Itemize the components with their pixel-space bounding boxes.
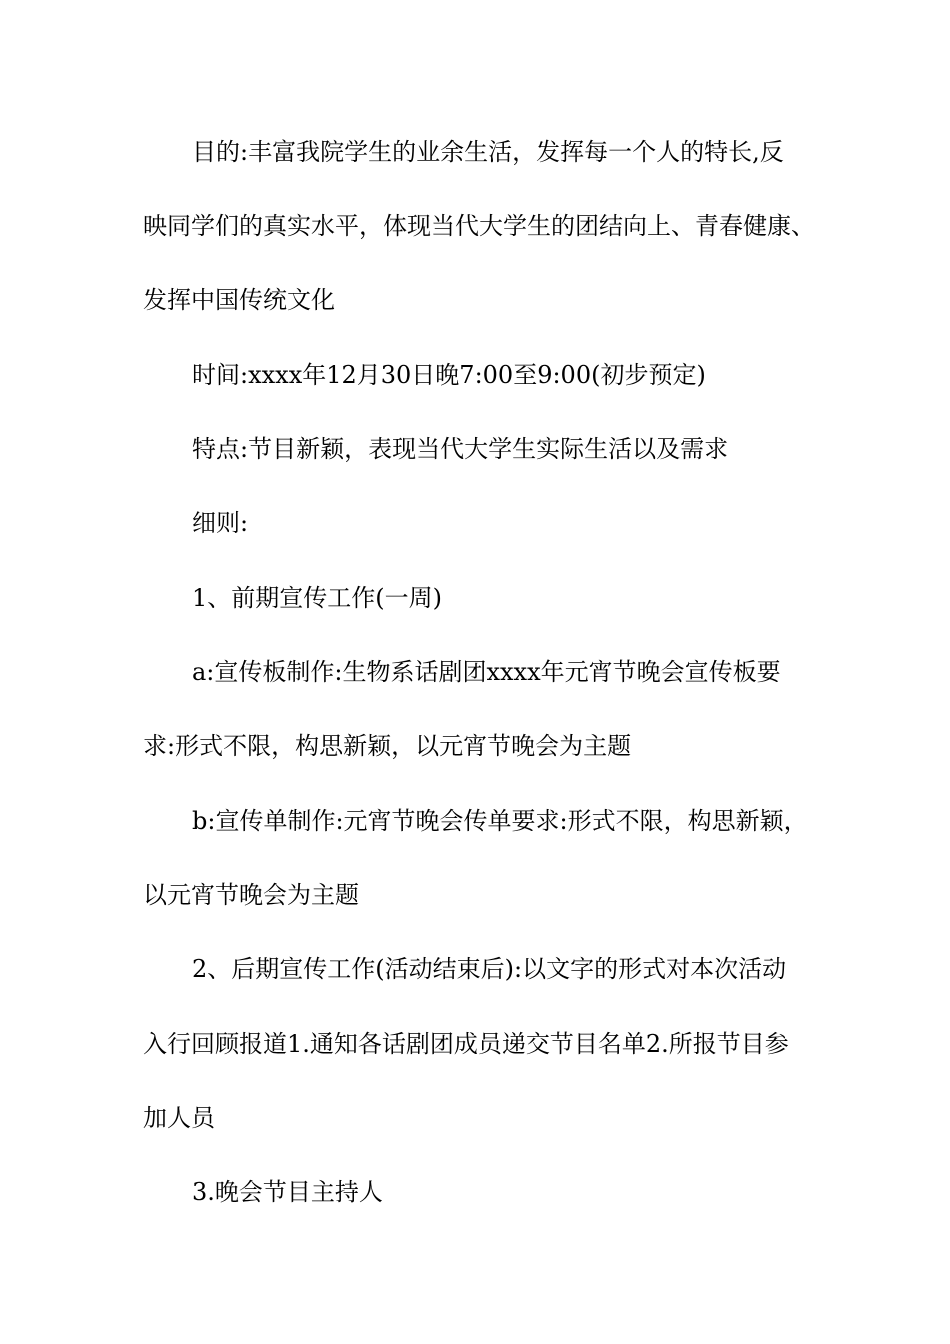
paragraph-item-a-line-2: 求:形式不限，构思新颖，以元宵节晚会为主题 — [143, 732, 632, 760]
paragraph-purpose-line-2: 映同学们的真实水平，体现当代大学生的团结向上、青春健康、 — [143, 212, 815, 240]
paragraph-item-2-line-2: 入行回顾报道1.通知各话剧团成员递交节目名单2.所报节目参 — [143, 1030, 789, 1058]
paragraph-item-b-line-1: b:宣传单制作:元宵节晚会传单要求:形式不限，构思新颖， — [192, 807, 808, 835]
paragraph-purpose-line-3: 发挥中国传统文化 — [143, 286, 335, 314]
paragraph-item-3: 3.晚会节目主持人 — [192, 1178, 383, 1206]
paragraph-details-heading: 细则: — [192, 509, 249, 537]
paragraph-item-1: 1、前期宣传工作(一周) — [192, 584, 442, 612]
paragraph-item-a-line-1: a:宣传板制作:生物系话剧团xxxx年元宵节晚会宣传板要 — [192, 658, 781, 686]
paragraph-item-2-line-3: 加人员 — [143, 1104, 215, 1132]
paragraph-item-b-line-2: 以元宵节晚会为主题 — [143, 881, 359, 909]
paragraph-purpose-line-1: 目的:丰富我院学生的业余生活，发挥每一个人的特长,反 — [192, 138, 784, 166]
paragraph-time: 时间:xxxx年12月30日晚7:00至9:00(初步预定) — [192, 361, 706, 389]
paragraph-item-2-line-1: 2、后期宣传工作(活动结束后):以文字的形式对本次活动 — [192, 955, 787, 983]
paragraph-features: 特点:节目新颖，表现当代大学生实际生活以及需求 — [192, 435, 729, 463]
